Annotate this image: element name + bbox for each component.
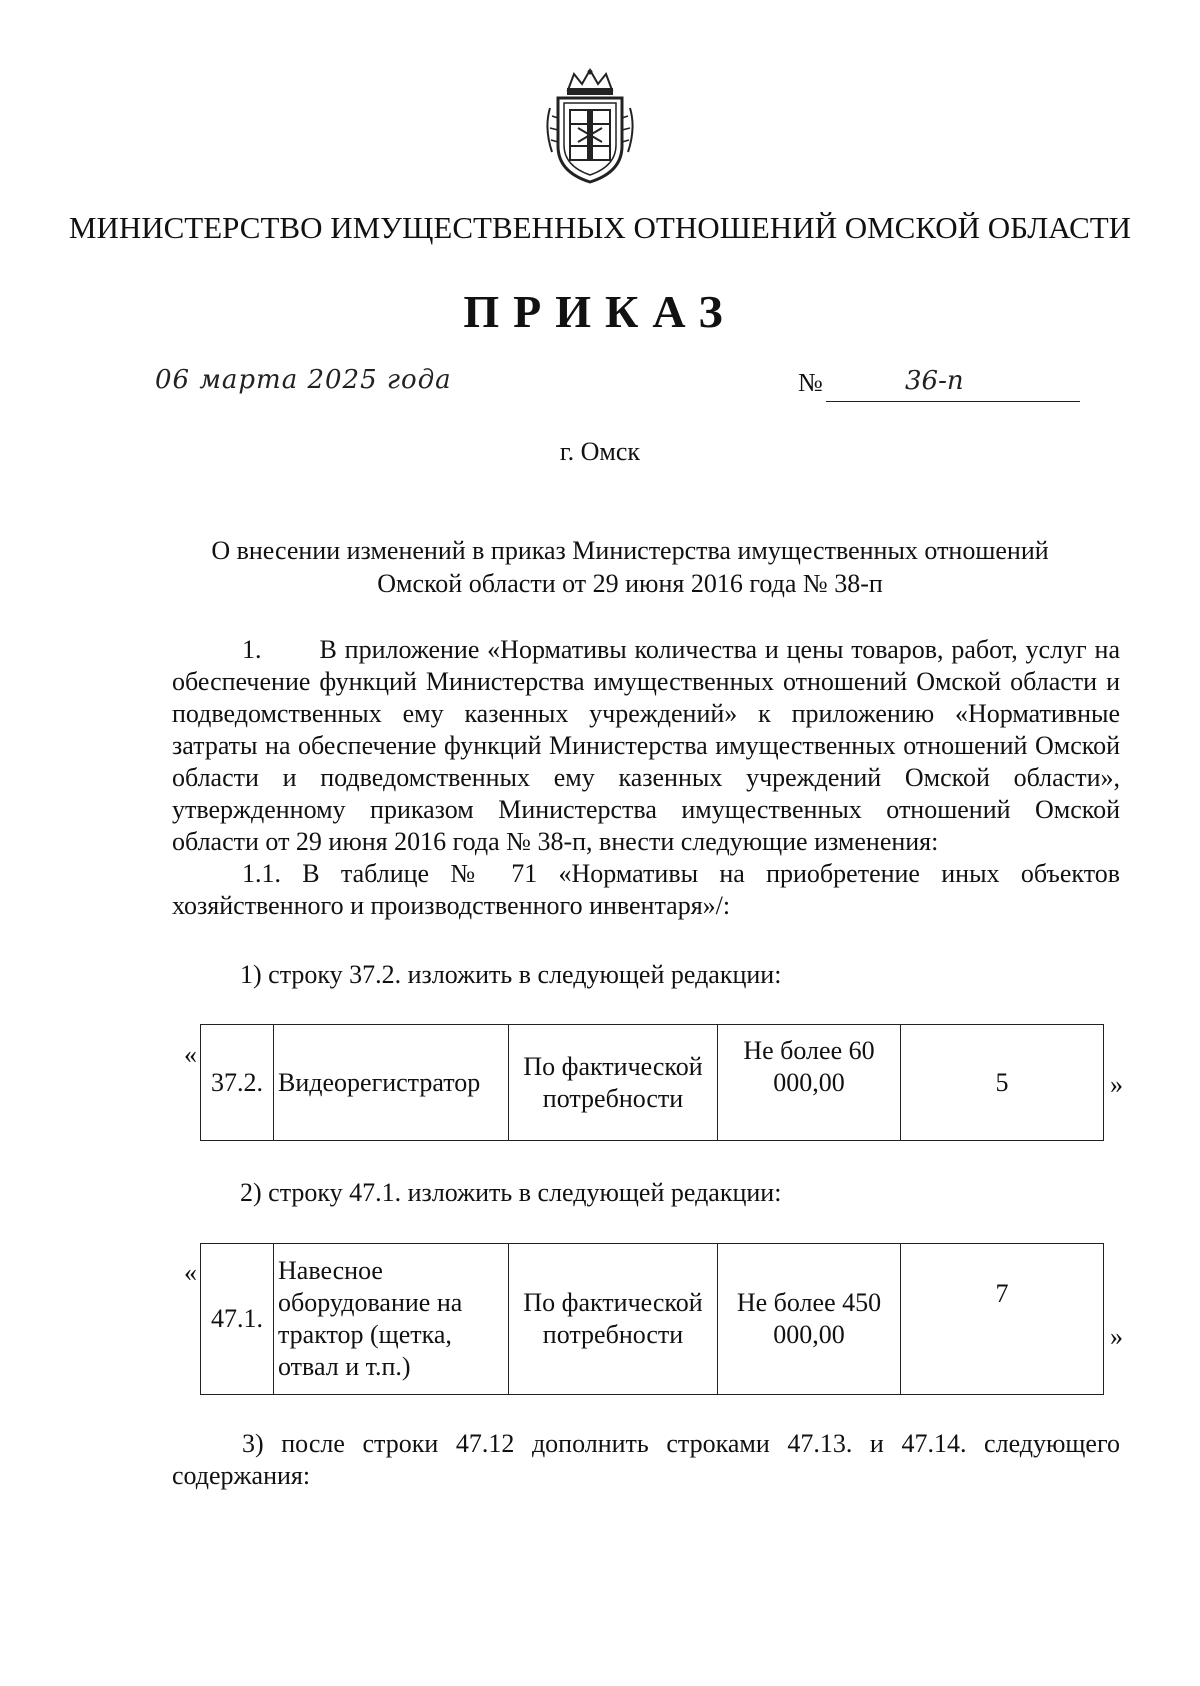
row-number: 47.1. — [201, 1244, 274, 1395]
quote-open-1: « — [184, 1040, 197, 1069]
table-row-37-2 — [200, 1024, 1104, 1141]
item-price: Не более 450 000,00 — [718, 1244, 901, 1395]
document-date: 06 марта 2025 года — [155, 365, 452, 395]
item-3: 3) после строки 47.12 дополнить строками 47.13. и 47.14. следующего содержания: — [172, 1429, 1120, 1490]
quote-close-1: » — [1110, 1070, 1123, 1099]
item-name: Видеорегистратор — [274, 1025, 509, 1141]
number-label: № — [798, 368, 823, 397]
quote-close-2: » — [1110, 1322, 1123, 1351]
item-price: Не более 60 000,00 — [718, 1025, 901, 1141]
item-2: 2) строку 47.1. изложить в следующей редакции: — [240, 1178, 782, 1207]
coat-of-arms-emblem — [540, 68, 640, 186]
document-title: ПРИКАЗ — [463, 286, 737, 337]
number-underline — [826, 401, 1080, 402]
item-name: Навесное оборудование на трактор (щетка, отвал и т.п.) — [274, 1244, 509, 1395]
subject-line-1: О внесении изменений в приказ Министерства имущественных отношений — [211, 536, 1049, 565]
document-number: 36-п — [905, 366, 964, 396]
ministry-name: МИНИСТЕРСТВО ИМУЩЕСТВЕННЫХ ОТНОШЕНИЙ ОМСКОЙ ОБЛАСТИ — [68, 210, 1132, 245]
paragraph-1-text: В приложение «Нормативы количества и цены товаров, работ, услуг на обеспечение функций Министерства имущественных отношений Омской области и подведомственных ему казенных учреждений» к приложению «Нормативные затраты на обеспечение функций Министерства имущественных отношений Омской области и подведомственных ему казенных учреждений Омской области», утвержденному приказом Министерства имущественных отношений Омской области от 29 июня 2016 года № 38-п, внести следующие изменения: — [172, 635, 1120, 856]
document-city: г. Омск — [559, 437, 641, 466]
item-quantity: 7 — [901, 1244, 1104, 1395]
subject-line-2: Омской области от 29 июня 2016 года № 38-п — [377, 569, 883, 598]
item-need: По фактической потребности — [509, 1025, 718, 1141]
row-number: 37.2. — [201, 1025, 274, 1141]
item-quantity: 5 — [901, 1025, 1104, 1141]
document-subject — [150, 534, 1110, 600]
quote-open-2: « — [184, 1258, 197, 1287]
paragraph-1-1: 1.1. В таблице № 71 «Нормативы на приобретение иных объектов хозяйственного и производственного инвентаря»/: — [172, 859, 1120, 920]
item-1: 1) строку 37.2. изложить в следующей редакции: — [240, 960, 782, 989]
table-row-47-1 — [200, 1243, 1104, 1395]
item-need: По фактической потребности — [509, 1244, 718, 1395]
paragraph-1-number: 1. — [242, 635, 262, 664]
paragraph-1 — [172, 634, 1120, 922]
